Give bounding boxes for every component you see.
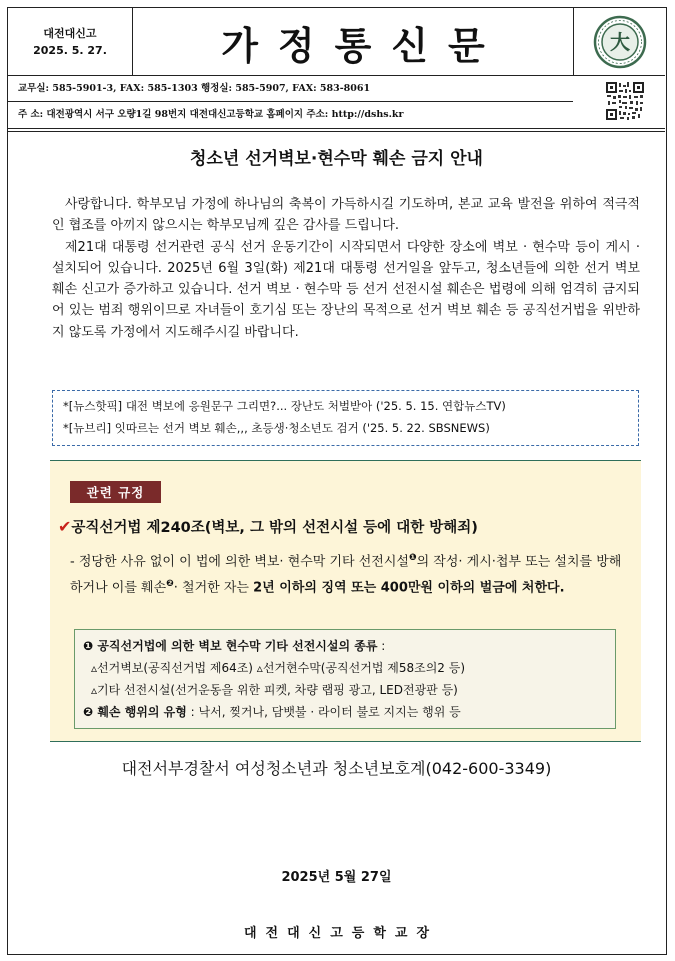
kinds-colon: :	[377, 639, 386, 653]
damage-text: : 낙서, 찢거나, 담뱃불 · 라이터 불로 지지는 행위 등	[186, 705, 461, 719]
footnote-2-mark: ❷	[166, 579, 174, 590]
letterhead	[8, 8, 665, 76]
news-item[interactable]: *[뉴스핫픽] 대전 벽보에 응원문구 그리면?... 장난도 처벌받아 ('25. 5. 15. 연합뉴스TV)	[63, 399, 506, 413]
header-divider	[8, 128, 665, 132]
kinds-line: ▵기타 선전시설(선거운동을 위한 피켓, 차량 랩핑 광고, LED전광판 등)	[91, 683, 458, 697]
issuer-name: 대전대신고	[43, 27, 97, 40]
contact-info	[8, 76, 573, 128]
police-contact: 대전서부경찰서 여성청소년과 청소년보호계(042-600-3349)	[121, 759, 552, 778]
phone-line: 교무실: 585-5901-3, FAX: 585-1303 행정실: 585-5907, FAX: 583-8061	[8, 76, 573, 102]
regulation-text-part: 의 작성· 게시·첩부 또는 설치를 방해하거나 이를 훼손	[70, 554, 622, 596]
kinds-heading	[83, 635, 607, 657]
address-line: 주 소: 대전광역시 서구 오량1길 98번지 대전대신고등학교 홈페이지 주소: http://dshs.kr	[18, 109, 404, 120]
qr-code-icon[interactable]	[605, 81, 645, 121]
footnote-1-mark: ❶	[408, 553, 417, 563]
sign-date: 2025년 5월 27일	[281, 870, 392, 885]
kinds-line: ▵선거벽보(공직선거법 제64조) ▵선거현수막(공직선거법 제58조의2 등)	[91, 661, 466, 675]
greeting-paragraph: 사랑합니다. 학부모님 가정에 하나님의 축복이 가득하시길 기도하며, 본교 교육 발전을 위하여 적극적인 협조를 아끼지 않으시는 학부모님께 깊은 감사를 드립니다.	[52, 197, 640, 234]
regulation-box	[50, 460, 641, 742]
regulation-text-part: - 정당한 사유 없이 이 법에 의한 벽보· 현수막 기타 선전시설	[70, 554, 409, 570]
news-item[interactable]: *[뉴브리] 잇따르는 선거 벽보 훼손,,, 초등생·청소년도 검거 ('25. 5. 22. SBSNEWS)	[63, 421, 490, 435]
notice-page	[7, 7, 667, 955]
emblem-char: 大	[609, 30, 630, 54]
regulation-text-part: · 철거한 자는	[173, 580, 254, 596]
body-text	[52, 194, 640, 343]
school-emblem	[573, 8, 665, 76]
news-references	[52, 390, 639, 446]
issuer-block	[8, 8, 133, 76]
penalty-text: 2년 이하의 징역 또는 400만원 이하의 벌금에 처한다.	[253, 580, 565, 596]
issue-date: 2025. 5. 27.	[33, 44, 107, 57]
document-title: 청소년 선거벽보·현수막 훼손 금지 안내	[190, 149, 483, 169]
damage-label: ❷ 훼손 행위의 유형	[83, 705, 187, 719]
regulation-text	[70, 547, 626, 600]
main-paragraph: 제21대 대통령 선거관련 공식 선거 운동기간이 시작되면서 다양한 장소에 벽보 · 현수막 등이 게시 · 설치되어 있습니다. 2025년 6월 3일(화) 제21대 대통령 선거일을 앞두고, 청소년들에 의한 선거 벽보 훼손 신고가 증가하고 있습니다. 선거 벽보 · 현수막 등 선거 선전시설 훼손은 법령에 의해 엄격히 금지되어 있는 범죄 행위이므로 자녀들이 호기심 또는 장난의 목적으로 선거 벽보 훼손 등 공직선거법을 위반하지 않도록 가정에서 지도해주시길 바랍니다.	[52, 239, 640, 340]
kinds-label: ❶ 공직선거법에 의한 벽보 현수막 기타 선전시설의 종류	[83, 639, 378, 653]
regulation-heading-text: 공직선거법 제240조(벽보, 그 밖의 선전시설 등에 대한 방해죄)	[71, 520, 478, 536]
check-icon: ✔	[58, 517, 72, 536]
newsletter-title: 가정통신문	[221, 23, 505, 68]
school-emblem-icon	[593, 15, 647, 69]
regulation-heading	[58, 516, 478, 537]
school-principal: 대전대신고등학교장	[243, 926, 439, 941]
regulation-badge: 관련 규정	[70, 481, 161, 503]
damage-types	[83, 701, 607, 723]
definitions-box	[74, 629, 616, 729]
